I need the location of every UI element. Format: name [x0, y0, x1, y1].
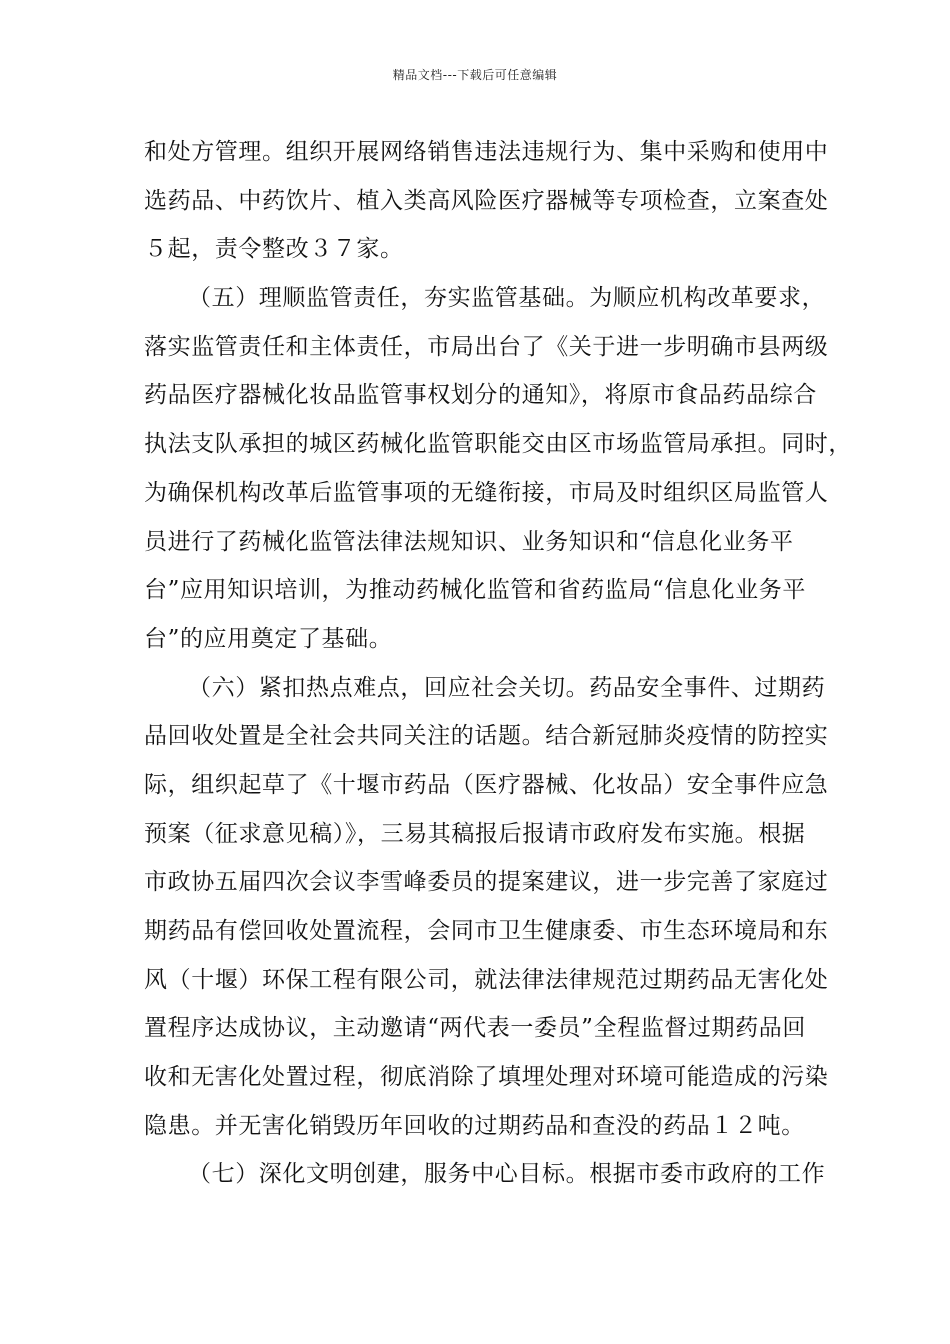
paragraph-start-line: （七）深化文明创建，服务中心目标。根据市委市政府的工作 [188, 1161, 826, 1188]
text-line: 台”的应用奠定了基础。 [144, 625, 393, 652]
text-line: 落实监管责任和主体责任，市局出台了《关于进一步明确市县两级 [144, 333, 829, 360]
text-line: ５起，责令整改３７家。 [144, 236, 404, 263]
text-line: 市政协五届四次会议李雪峰委员的提案建议，进一步完善了家庭过 [144, 869, 829, 896]
document-body [0, 128, 950, 1199]
text-line: 预案（征求意见稿）》，三易其稿报后报请市政府发布实施。根据 [144, 820, 806, 847]
text-line: 置程序达成协议，主动邀请“两代表一委员”全程监督过期药品回 [144, 1015, 806, 1042]
paragraph-start-line: （五）理顺监管责任，夯实监管基础。为顺应机构改革要求， [188, 285, 826, 312]
text-line: 选药品、中药饮片、植入类高风险医疗器械等专项检查，立案查处 [144, 187, 829, 214]
text-line: 风（十堰）环保工程有限公司，就法律法律规范过期药品无害化处 [144, 966, 829, 993]
text-line: 为确保机构改革后监管事项的无缝衔接，市局及时组织区局监管人 [144, 479, 829, 506]
text-line: 品回收处置是全社会共同关注的话题。结合新冠肺炎疫情的防控实 [144, 723, 829, 750]
text-line: 员进行了药械化监管法律法规知识、业务知识和“信息化业务平 [144, 528, 794, 555]
text-line: 和处方管理。组织开展网络销售违法违规行为、集中采购和使用中 [144, 139, 829, 165]
text-line: 期药品有偿回收处置流程，会同市卫生健康委、市生态环境局和东 [144, 918, 829, 944]
text-line: 药品医疗器械化妆品监管事权划分的通知》，将原市食品药品综合 [144, 382, 817, 409]
text-line: 隐患。并无害化销毁历年回收的过期药品和查没的药品１２吨。 [144, 1112, 805, 1139]
text-line: 际，组织起草了《十堰市药品（医疗器械、化妆品）安全事件应急 [144, 771, 829, 798]
text-line: 收和无害化处置过程，彻底消除了填埋处理对环境可能造成的污染 [144, 1064, 829, 1091]
text-line: 台”应用知识培训，为推动药械化监管和省药监局“信息化业务平 [144, 577, 806, 604]
text-line: 执法支队承担的城区药械化监管职能交由区市场监管局承担。同时， [144, 431, 852, 458]
paragraph-start-line: （六）紧扣热点难点，回应社会关切。药品安全事件、过期药 [188, 674, 826, 701]
page-header: 精品文档---下载后可任意编辑 [392, 68, 558, 82]
